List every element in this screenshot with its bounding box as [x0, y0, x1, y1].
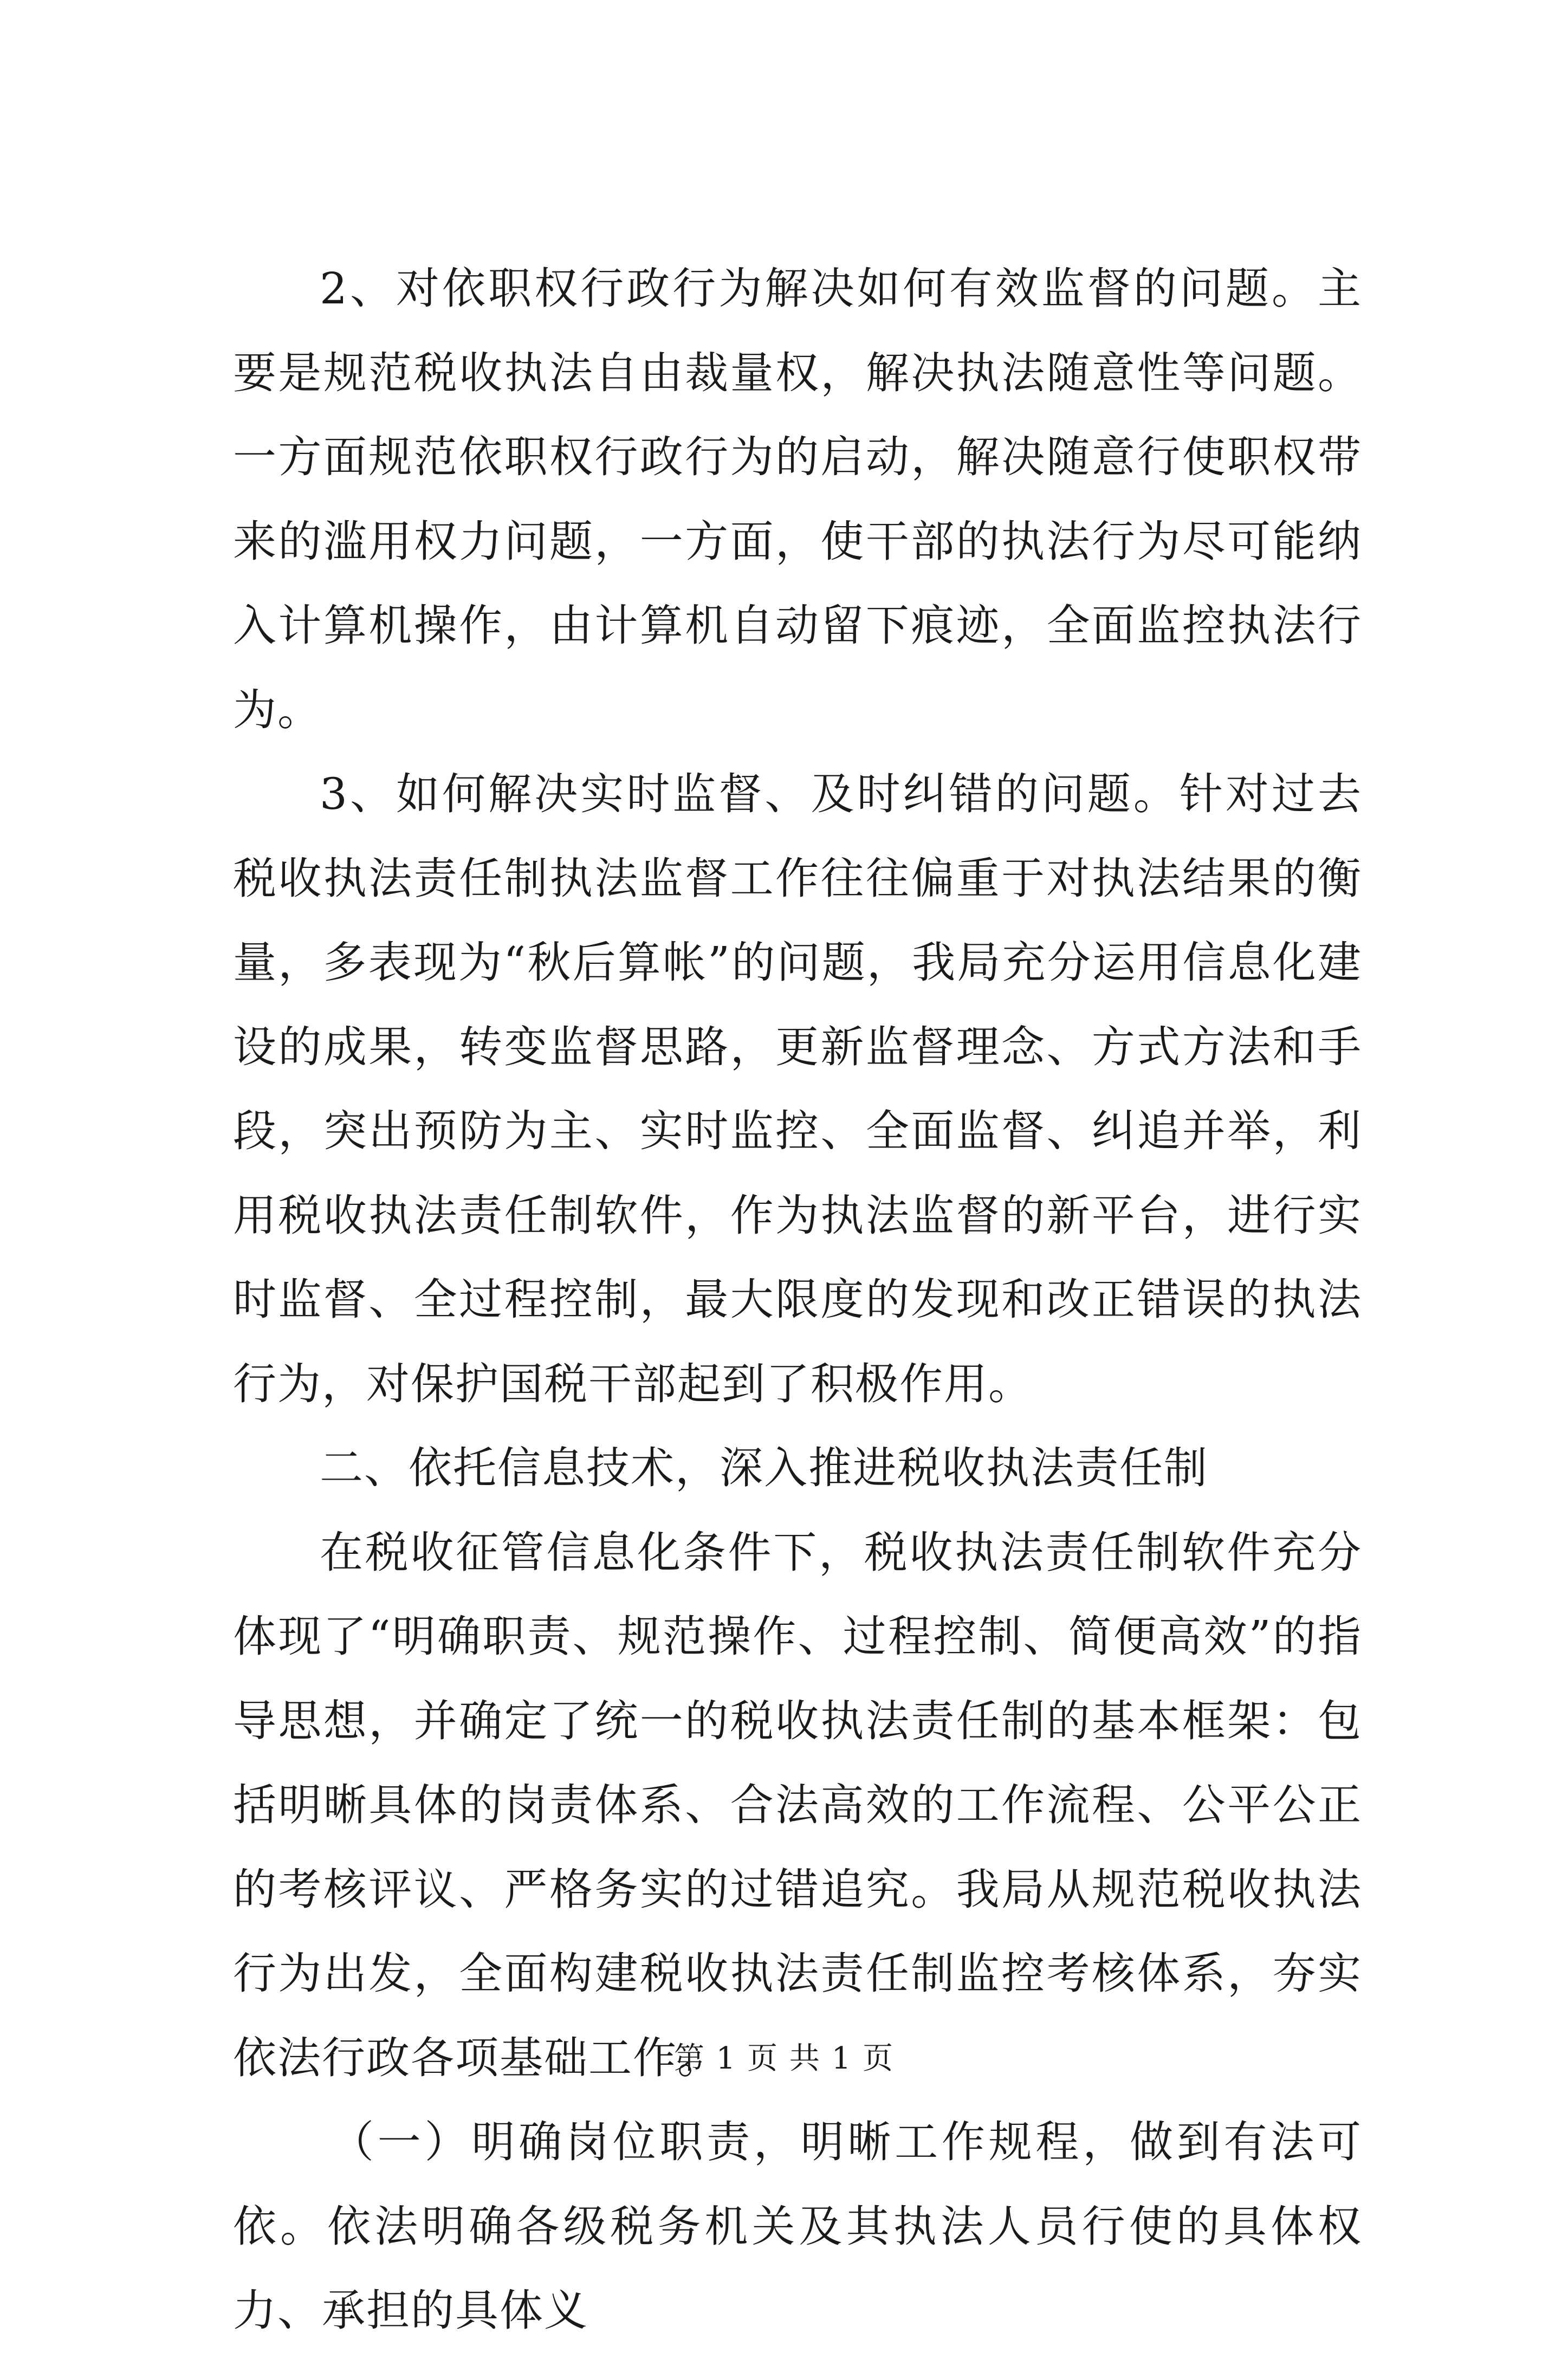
paragraph-3-realtime-supervision: 3、如何解决实时监督、及时纠错的问题。针对过去税收执法责任制执法监督工作往往偏重于对执法结果的衡量，多表现为“秋后算帐”的问题，我局充分运用信息化建设的成果，转变监督思路，更新监督理念、方式方法和手段，突出预防为主、实时监控、全面监督、纠追并举，利用税收执法责任制软件，作为执法监督的新平台，进行实时监督、全过程控制，最大限度的发现和改正错误的执法行为，对保护国税干部起到了积极作用。	[233, 769, 1362, 1409]
paragraph-2-supervision: 2、对依职权行政行为解决如何有效监督的问题。主要是规范税收执法自由裁量权，解决执法随意性等问题。一方面规范依职权行政行为的启动，解决随意行使职权带来的滥用权力问题，一方面，使干部的执法行为尽可能纳入计算机操作，由计算机自动留下痕迹，全面监控执法行为。	[233, 263, 1362, 735]
section-heading-2: 二、依托信息技术，深入推进税收执法责任制	[320, 1443, 1208, 1493]
page-number-footer: 第 1 页 共 1 页	[673, 2041, 895, 2076]
paragraph-subsection-1: （一）明确岗位职责，明晰工作规程，做到有法可依。依法明确各级税务机关及其执法人员行使的具体权力、承担的具体义	[233, 2117, 1362, 2336]
paragraph-framework: 在税收征管信息化条件下，税收执法责任制软件充分体现了“明确职责、规范操作、过程控制、简便高效”的指导思想，并确定了统一的税收执法责任制的基本框架：包括明晰具体的岗责体系、合法高效的工作流程、公平公正的考核评议、严格务实的过错追究。我局从规范税收执法行为出发，全面构建税收执法责任制监控考核体系，夯实依法行政各项基础工作。	[233, 1527, 1362, 2083]
